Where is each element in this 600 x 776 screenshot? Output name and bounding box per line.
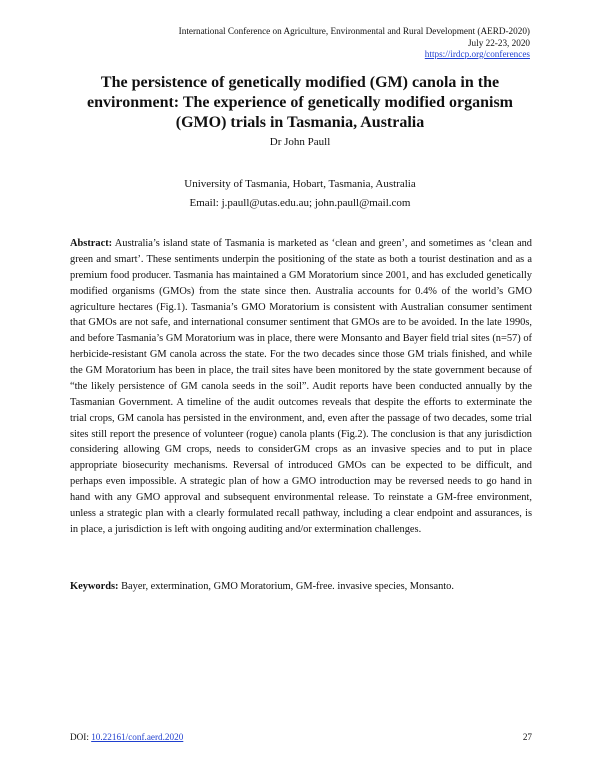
page-footer <box>70 732 532 742</box>
abstract-text: Australia’s island state of Tasmania is marketed as ‘clean and green’, and sometimes as ‘clean and green and smart’. These sentiments underpin the positioning of the state as both a tourist destination and as a premium food producer. Tasmania has maintained a GM Moratorium since 2001, and has excluded genetically modified organisms (GMOs) from the state since then. Australia accounts for 0.4% of the world’s GMO agriculture hectares (Fig.1). Tasmania’s GMO Moratorium is consistent with Australian consumer sentiment that GMOs are not safe, and international consumer sentiment that GMOs are to be avoided. In the late 1990s, and before Tasmania’s GM Moratorium was in place, there were Monsanto and Bayer field trial sites (n=57) of herbicide-resistant GM canola across the state. For the two decades since those GM trials finished, and while the GM Moratorium has been in place, the trail sites have been monitored by the state government because of “the likely persistence of GM canola seeds in the soil”. Audit reports have been conducted annually by the Tasmanian Government. A timeline of the audit outcomes reveals that despite the efforts to exterminate the trial crops, GM canola has persisted in the environment, and, even after the passage of two decades, some trial sites still report the presence of volunteer (rogue) canola plants (Fig.2). The conclusion is that any jurisdiction considering allowing GM crops, needs to considerGM crops as an invasive species and to put in place appropriate biosecurity mechanisms. Reversal of introduced GMOs can be expected to be difficult, and perhaps even impossible. A strategic plan of how a GMO introduction may be reversed needs to go hand in hand with any GMO approval and subsequent environmental release. To reinstate a GM-free environment, unless a strategic plan with a clearly formulated recall pathway, including a clear endpoint and assurances, is in place, a jurisdiction is left with ongoing auditing and/or extermination challenges. <box>70 238 532 535</box>
doi-label: DOI: <box>70 732 89 742</box>
paper-title: The persistence of genetically modified (GM) canola in the environment: The experience of genetically modified organism (GMO) trials in Tasmania, Australia <box>86 74 513 131</box>
running-header <box>179 26 530 61</box>
author-name: Dr John Paull <box>269 136 331 148</box>
abstract <box>70 236 532 538</box>
conference-date: July 22-23, 2020 <box>467 37 530 48</box>
keywords-text: Bayer, extermination, GMO Moratorium, GM-free. invasive species, Monsanto. <box>121 581 454 592</box>
affiliation: University of Tasmania, Hobart, Tasmania, Australia <box>184 178 416 190</box>
doi-link[interactable]: 10.22161/conf.aerd.2020 <box>91 732 184 742</box>
conference-name: International Conference on Agriculture, Environmental and Rural Development (AERD-2020) <box>178 26 530 36</box>
abstract-label: Abstract: <box>70 238 113 249</box>
page-number: 27 <box>522 732 532 742</box>
conference-link[interactable]: https://irdcp.org/conferences <box>424 49 530 59</box>
keywords-label: Keywords: <box>70 581 119 592</box>
keywords <box>70 579 532 595</box>
author-email: Email: j.paull@utas.edu.au; john.paull@mail.com <box>189 197 411 209</box>
